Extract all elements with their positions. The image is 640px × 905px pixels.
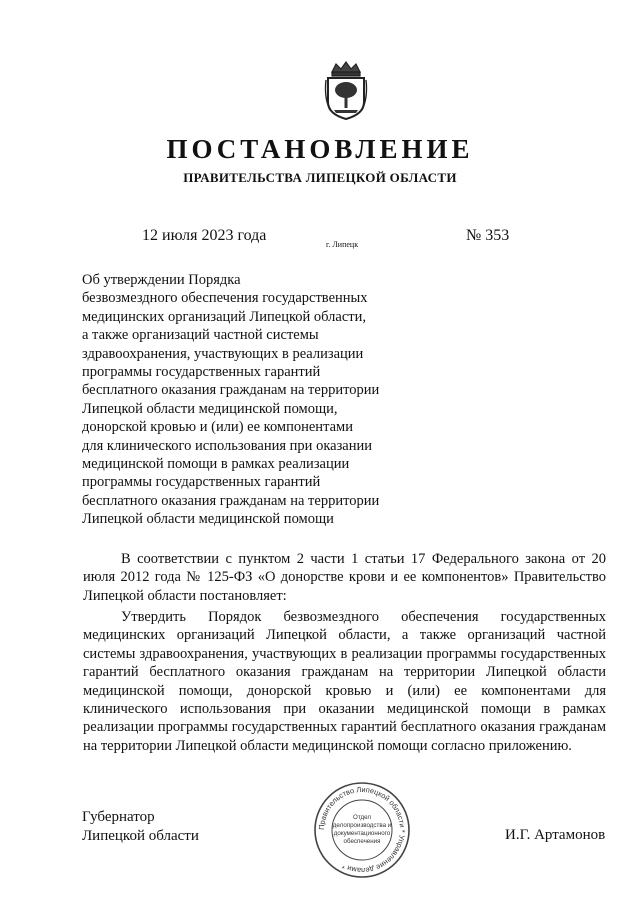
document-city: г. Липецк <box>326 240 359 249</box>
subject-line: а также организаций частной системы <box>82 327 319 344</box>
document-subject <box>82 271 402 529</box>
subject-line: медицинской помощи в рамках реализации <box>82 456 350 473</box>
subject-line: бесплатного оказания гражданам на территории <box>82 382 380 399</box>
signatory-title-line: Губернатор <box>82 809 155 825</box>
subject-line: Об утверждении Порядка <box>82 272 241 288</box>
seal-inner-line: документационного <box>333 830 391 837</box>
document-number: № 353 <box>466 227 510 244</box>
document-subtitle: ПРАВИТЕЛЬСТВА ЛИПЕЦКОЙ ОБЛАСТИ <box>183 170 457 185</box>
subject-line: программы государственных гарантий <box>82 364 321 381</box>
body-paragraph-preamble: В соответствии с пунктом 2 части 1 статьи 17 Федерального закона от 20 июля 2012 года № 125-ФЗ «О донорстве крови и ее компонентов» Правительство Липецкой области постановляет: <box>83 551 606 604</box>
seal-inner-line: делопроизводства и <box>332 822 392 829</box>
document-date: 12 июля 2023 года <box>142 227 267 244</box>
subject-line: Липецкой области медицинской помощи <box>82 511 334 528</box>
subject-line: Липецкой области медицинской помощи, <box>82 400 338 417</box>
subject-line: здравоохранения, участвующих в реализации <box>82 345 364 362</box>
signatory-title-line: Липецкой области <box>82 828 199 844</box>
document-title: ПОСТАНОВЛЕНИЕ <box>166 134 474 164</box>
subject-line: бесплатного оказания гражданам на территории <box>82 492 380 509</box>
subject-line: безвозмездного обеспечения государственных <box>82 290 368 307</box>
subject-line: для клинического использования при оказании <box>82 437 373 454</box>
subject-line: донорской кровью и (или) ее компонентами <box>82 419 353 436</box>
seal-outer-text: Правительство Липецкой области * Управление делами * <box>316 784 408 876</box>
coat-of-arms-icon <box>322 58 370 122</box>
official-stamp-icon <box>312 780 412 880</box>
subject-line: программы государственных гарантий <box>82 474 321 491</box>
subject-line: медицинских организаций Липецкой области, <box>82 308 367 325</box>
body-paragraph-resolution: Утвердить Порядок безвозмездного обеспечения государственных медицинских организаций Липецкой области, а также организаций частной системы здравоохранения, участвующих в реализации программы государственных гарантий бесплатного оказания гражданам на территории Липецкой области медицинской помощи, донорской кровью и (или) ее компонентами для клинического использования при оказании медицинской помощи в рамках реализации программы государственных гарантий бесплатного оказания гражданам на территории Липецкой области медицинской помощи согласно приложению. <box>83 609 606 754</box>
seal-inner-line: обеспечения <box>343 838 381 845</box>
signatory-name: И.Г. Артамонов <box>505 827 606 843</box>
signatory-title <box>82 808 199 846</box>
seal-inner-line: Отдел <box>353 814 371 821</box>
